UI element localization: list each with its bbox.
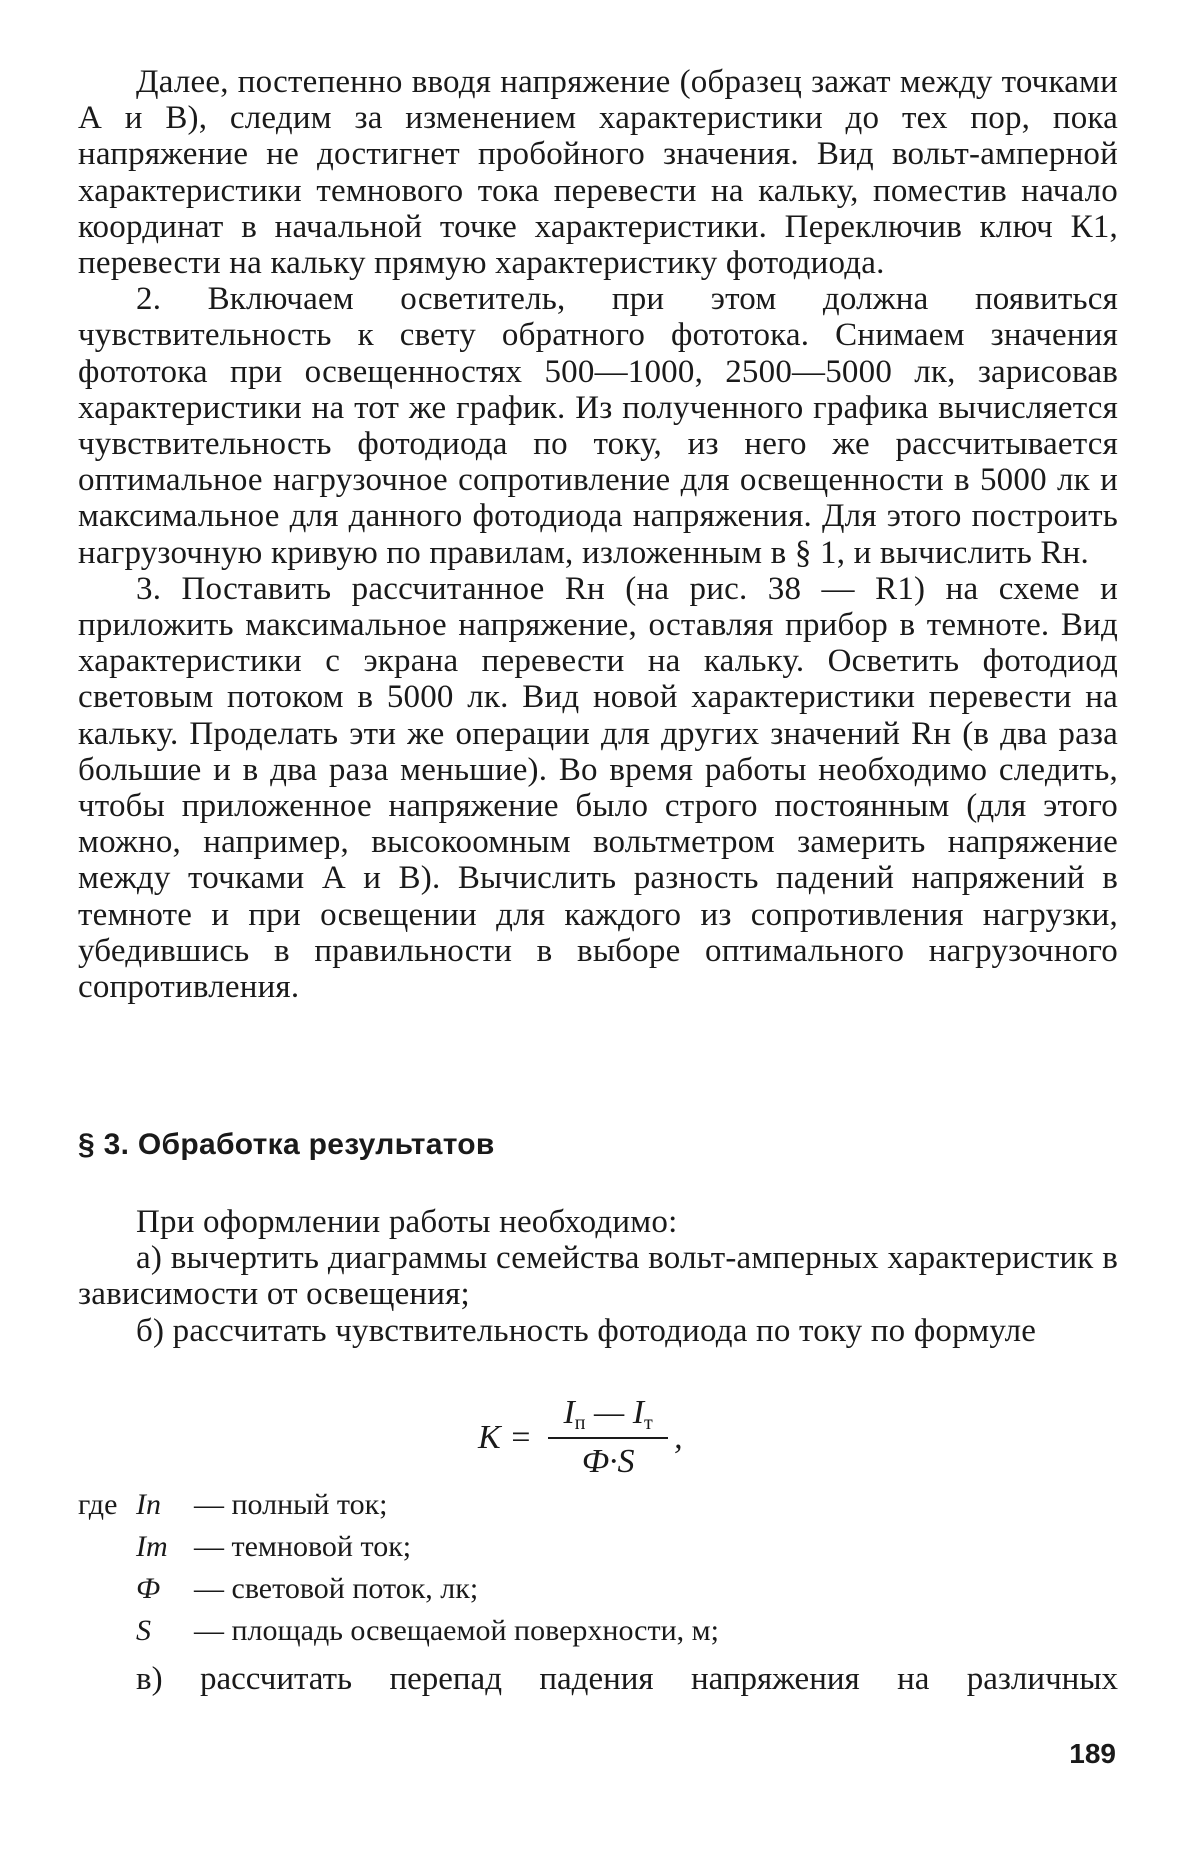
legend-text: — темновой ток; — [194, 1530, 412, 1563]
formula-fraction — [548, 1394, 668, 1481]
formula-trailing-comma: , — [674, 1418, 683, 1456]
legend-text: — площадь освещаемой поверхности, м; — [194, 1614, 719, 1647]
legend-symbol: Ф — [136, 1572, 161, 1605]
formula-num-b-sub: т — [644, 1412, 653, 1434]
formula-num-b: I — [632, 1394, 645, 1431]
formula-lhs: K = — [478, 1418, 533, 1456]
legend-row — [78, 1484, 1118, 1526]
formula-numerator — [553, 1394, 662, 1437]
formula-num-a-sub: п — [574, 1412, 586, 1434]
formula-num-minus: — — [585, 1394, 633, 1431]
formula-legend — [78, 1484, 1118, 1652]
legend-text: — полный ток; — [194, 1488, 388, 1521]
paragraph-item-c: в) рассчитать перепад падения напряжения на различных — [136, 1661, 1118, 1697]
page-number: 189 — [1069, 1738, 1116, 1769]
section-heading: § 3. Обработка результатов — [78, 1128, 495, 1161]
legend-symbol: S — [136, 1614, 151, 1647]
formula-denominator: Ф·S — [581, 1443, 635, 1480]
paragraph-item-a: а) вычертить диаграммы семейства вольт-амперных характеристик в зависимости от освещения; — [78, 1240, 1118, 1313]
paragraph-intro: При оформлении работы необходимо: — [136, 1204, 678, 1240]
legend-row — [78, 1610, 1118, 1652]
body-text-bottom — [78, 1204, 1118, 1349]
formula-num-a: I — [563, 1394, 575, 1431]
paragraph-item-b: б) рассчитать чувствительность фотодиода по току по формуле — [136, 1312, 1037, 1349]
paragraph-2: 2. Включаем осветитель, при этом должна появиться чувствительность к свету обратного фототока. Снимаем значения фототока при освещенностях 500—1000, 2500—5000 лк, зарисовав характеристики на тот же график. Из полученного графика вычисляется чувствительность фотодиода по току, из него же рассчитывается оптимальное нагрузочное сопротивление для освещенности в 5000 лк и максимальное для данного фотодиода напряжения. Для этого построить нагрузочную кривую по правилам, изложенным в § 1, и вычислить Rн. — [78, 281, 1118, 571]
paragraph-1: Далее, постепенно вводя напряжение (образец зажат между точками А и В), следим за изменением характеристики до тех пор, пока напряжение не достигнет пробойного значения. Вид вольт-амперной характеристики темнового тока перевести на кальку, поместив начало координат в начальной точке характеристики. Переключив ключ К1, перевести на кальку прямую характеристику фотодиода. — [78, 64, 1118, 282]
legend-symbol: Iт — [136, 1530, 168, 1563]
legend-symbol: Iп — [136, 1488, 161, 1521]
legend-row — [78, 1568, 1118, 1610]
sensitivity-formula — [478, 1394, 683, 1481]
legend-row — [78, 1526, 1118, 1568]
paragraph-3: 3. Поставить рассчитанное Rн (на рис. 38 — R1) на схеме и приложить максимальное напряжение, оставляя прибор в темноте. Вид характеристики с экрана перевести на кальку. Осветить фотодиод световым потоком в 5000 лк. Вид новой характеристики перевести на кальку. Проделать эти же операции для других значений Rн (в два раза большие и в два раза меньшие). Во время работы необходимо следить, чтобы приложенное напряжение было строго постоянным (для этого можно, например, высокоомным вольтметром замерить напряжение между точками А и В). Вычислить разность падений напряжений в темноте и при освещении для каждого из сопротивления нагрузки, убедившись в правильности в выборе оптимального нагрузочного сопротивления. — [78, 570, 1118, 1006]
body-text-top — [78, 64, 1118, 1005]
legend-lead: где — [78, 1488, 118, 1521]
legend-text: — световой поток, лк; — [194, 1572, 479, 1605]
